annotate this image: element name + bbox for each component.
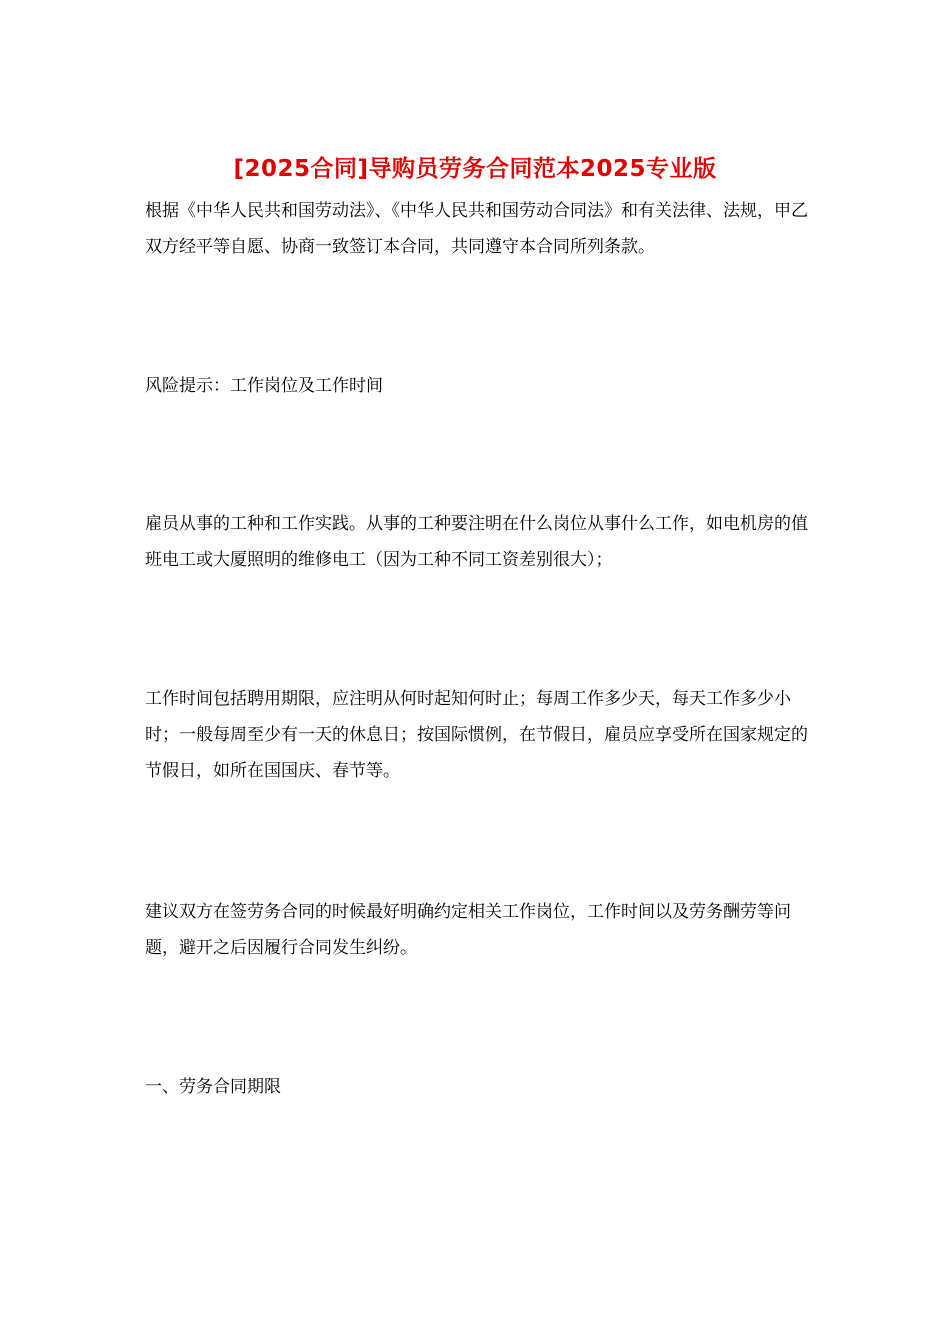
section-heading-contract-term: 一、劳务合同期限 xyxy=(145,1077,281,1097)
job-type-paragraph: 雇员从事的工种和工作实践。从事的工种要注明在什么岗位从事什么工作，如电机房的值班电工或大厦照明的维修电工（因为工种不同工资差别很大）； xyxy=(145,514,808,570)
work-time-paragraph: 工作时间包括聘用期限，应注明从何时起知何时止；每周工作多少天，每天工作多少小时；一般每周至少有一天的休息日；按国际惯例，在节假日，雇员应享受所在国家规定的节假日，如所在国国庆、春节等。 xyxy=(145,689,808,781)
document-title: [2025合同]导购员劳务合同范本2025专业版 xyxy=(233,156,717,182)
intro-paragraph: 根据《中华人民共和国劳动法》、《中华人民共和国劳动合同法》和有关法律、法规，甲乙双方经平等自愿、协商一致签订本合同，共同遵守本合同所列条款。 xyxy=(145,201,808,257)
advice-paragraph: 建议双方在签劳务合同的时候最好明确约定相关工作岗位，工作时间以及劳务酬劳等问题，避开之后因履行合同发生纠纷。 xyxy=(145,902,791,958)
risk-heading: 风险提示：工作岗位及工作时间 xyxy=(145,376,383,396)
